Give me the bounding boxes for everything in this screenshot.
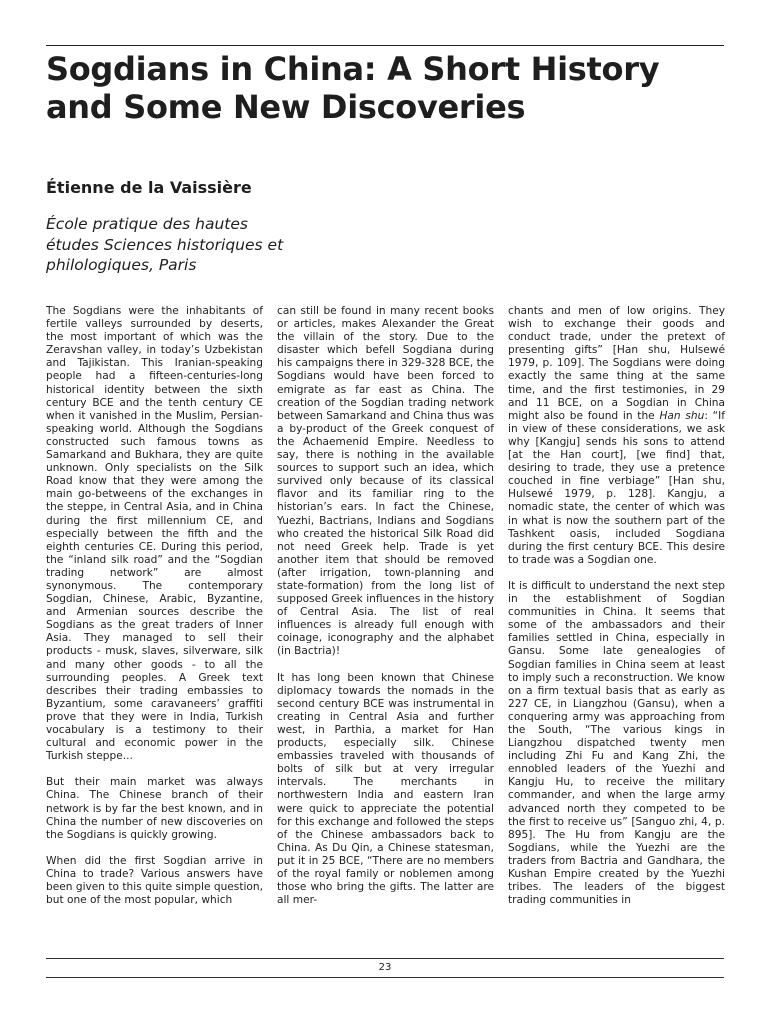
paragraph: The Sogdians were the inhabitants of fertile valleys surrounded by deserts, the most important of which was the Zeravshan valley, in today’s Uzbekistan and Tajikistan. This Iranian-speaking people had a fifteen-centuries-long historical identity between the sixth century BCE and the tenth century CE when it vanished in the Muslim, Persian-speaking world. Although the Sogdians constructed such famous towns as Samarkand and Bukhara, they are quite unknown. Only specialists on the Silk Road know that they were among the main go-betweens of the exchanges in the steppe, in Central Asia, and in China during the first millennium CE, and especially between the fifth and the eighth centuries CE. During this period, the “inland silk road” and the “Sogdian trading network” are almost synonymous. The contemporary Sogdian, Chinese, Arabic, Byzantine, and Armenian sources describe the Sogdians as the great traders of Inner Asia. They managed to sell their products - musk, slaves, silverware, silk and many other goods - to all the surrounding peoples. A Greek text describes their trading embassies to Byzantium, some caravaneers’ graffiti prove that they were in India, Turkish vocabulary is a testimony to their cultural and economic power in the Turkish steppe...	[46, 305, 263, 763]
paragraph: But their main market was always China. The Chinese branch of their network is by far the best known, and in China the number of new discoveries on the Sogdians is quickly growing.	[46, 776, 263, 841]
paragraph-text: : “If in view of these considerations, we ask why [Kangju] sends his sons to attend [at the Han court], [we find] that, desiring to trade, they use a pretence couched in fine verbiage” [Han shu, Hulsewé 1979, p. 128]. Kangju, a nomadic state, the center of which was in what is now the southern part of the Tashkent oasis, included Sogdiana during the first century BCE. This desire to trade was a Sogdian one.	[508, 409, 726, 566]
text-column-3	[508, 305, 725, 920]
text-column-1	[46, 305, 263, 920]
top-rule	[46, 45, 724, 46]
text-column-2	[277, 305, 494, 920]
paragraph	[508, 305, 725, 567]
paragraph: It is difficult to understand the next step in the establishment of Sogdian communities in China. It seems that some of the ambassadors and their families settled in China, especially in Gansu. Some late genealogies of Sogdian families in China seem at least to imply such a reconstruction. We know on a firm textual basis that as early as 227 CE, in Liangzhou (Gansu), when a conquering army was approaching from the South, “The various kings in Liangzhou dispatched twenty men including Zhi Fu and Kang Zhi, the ennobled leaders of the Yuezhi and Kangju Hu, to receive the military commander, and when the large army advanced north they competed to be the first to receive us” [Sanguo zhi, 4, p. 895]. The Hu from Kangju are the Sogdians, while the Yuezhi are the traders from Bactria and Gandhara, the Kushan Empire created by the Yuezhi tribes. The leaders of the biggest trading communities in	[508, 579, 725, 907]
footer-rule-top	[46, 958, 724, 959]
paragraph-text: chants and men of low origins. They wish to exchange their goods and conduct trade, under the pretext of presenting gifts” [Han shu, Hulsewé 1979, p. 109]. The Sogdians were doing exactly the same thing at the same time, and the first testimonies, in 29 and 11 BCE, on a Sogdian in China might also be found in the	[508, 305, 725, 422]
footer-rule-bottom	[46, 977, 724, 978]
author-name: Étienne de la Vaissière	[46, 178, 252, 197]
author-affiliation: École pratique des hautes études Sciences historiques et philologiques, Paris	[46, 215, 284, 274]
paragraph: It has long been known that Chinese diplomacy towards the nomads in the second century BCE was instrumental in creating in Central Asia and further west, in Parthia, a market for Han products, especially silk. Chinese embassies traveled with thousands of bolts of silk but at very irregular intervals. The merchants in northwestern India and eastern Iran were quick to appreciate the potential for this exchange and followed the steps of the Chinese ambassadors back to China. As Du Qin, a Chinese statesman, put it in 25 BCE, “There are no members of the royal family or noblemen among those who bring the gifts. The latter are all mer-	[277, 671, 494, 907]
italic-title: Han shu	[659, 409, 705, 422]
page-number: 23	[378, 962, 392, 973]
paragraph: can still be found in many recent books or articles, makes Alexander the Great the villain of the story. Due to the disaster which befell Sogdiana during his campaigns there in 329-328 BCE, the Sogdians would have been forced to emigrate as far east as China. The creation of the Sogdian trading network between Samarkand and China thus was a by-product of the Greek conquest of the Achaemenid Empire. Needless to say, there is nothing in the available sources to support such an idea, which survived only because of its classical flavor and its familiar ring to the historian’s ears. In fact the Chinese, Yuezhi, Bactrians, Indians and Sogdians who created the historical Silk Road did not need Greek help. Trade is yet another item that should be removed (after irrigation, town-planning and state-formation) from the long list of supposed Greek influences in the history of Central Asia. The list of real influences is already full enough with coinage, iconography and the alphabet (in Bactria)!	[277, 305, 495, 658]
paragraph: When did the first Sogdian arrive in China to trade? Various answers have been given to this quite simple question, but one of the most popular, which	[46, 854, 263, 907]
article-title: Sogdians in China: A Short History and Some New Discoveries	[46, 50, 660, 126]
